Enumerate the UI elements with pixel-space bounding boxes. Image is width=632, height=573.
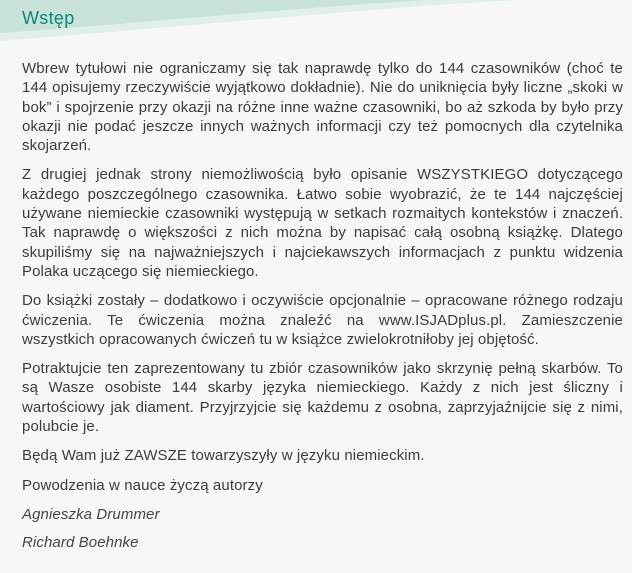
intro-paragraph-6: Powodzenia w nauce życzą autorzy [22, 476, 263, 494]
intro-text [0, 46, 632, 553]
intro-paragraph-1: Wbrew tytułowi nie ograniczamy się tak naprawdę tylko do 144 czasowników (choć te 144 opisujemy rzeczywiście wyjątkowo dokładnie). Nie do uniknięcia były liczne „skoki w bok” i spojrzenie przy okazji na różne inne ważne czasowniki, bo aż szkoda by było przy okazji nie podać jeszcze innych ważnych informacji czy też pomocnych dla czytelnika skojarzeń. [22, 60, 623, 155]
page-title: Wstęp [22, 8, 75, 28]
intro-paragraph-3: Do książki zostały – dodatkowo i oczywiście opcjonalnie – opracowane różnego rodzaju ćwiczenia. Te ćwiczenia można znaleźć na www.ISJADplus.pl. Zamieszczenie wszystkich opracowanych ćwiczeń tu w książce zwielokrotniłoby jej objętość. [22, 292, 623, 348]
page-header [0, 0, 632, 46]
intro-paragraph-2: Z drugiej jednak strony niemożliwością było opisanie WSZYSTKIEGO dotyczącego każdego poszczególnego czasownika. Łatwo sobie wyobrazić, że te 144 najczęściej używane niemieckie czasowniki występują w setkach rozmaitych kontekstów i znaczeń. Tak naprawdę o większości z nich można by napisać całą osobną książkę. Dlatego skupiliśmy się na najważniejszych i najciekawszych informacjach z punktu widzenia Polaka uczącego się niemieckiego. [22, 166, 623, 280]
signature-author-2: Richard Boehnke [22, 534, 139, 552]
signature-author-1: Agnieszka Drummer [22, 505, 160, 523]
header-swoosh-graphic [0, 0, 632, 46]
intro-paragraph-4: Potraktujcie ten zaprezentowany tu zbiór czasowników jako skrzynię pełną skarbów. To są Wasze osobiste 144 skarby języka niemieckiego. Każdy z nich jest śliczny i wartościowy jak diament. Przyjrzyjcie się każdemu z osobna, zaprzyjaźnijcie się z nimi, polubcie je. [22, 360, 623, 436]
intro-paragraph-5: Będą Wam już ZAWSZE towarzyszyły w języku niemieckim. [22, 447, 425, 465]
